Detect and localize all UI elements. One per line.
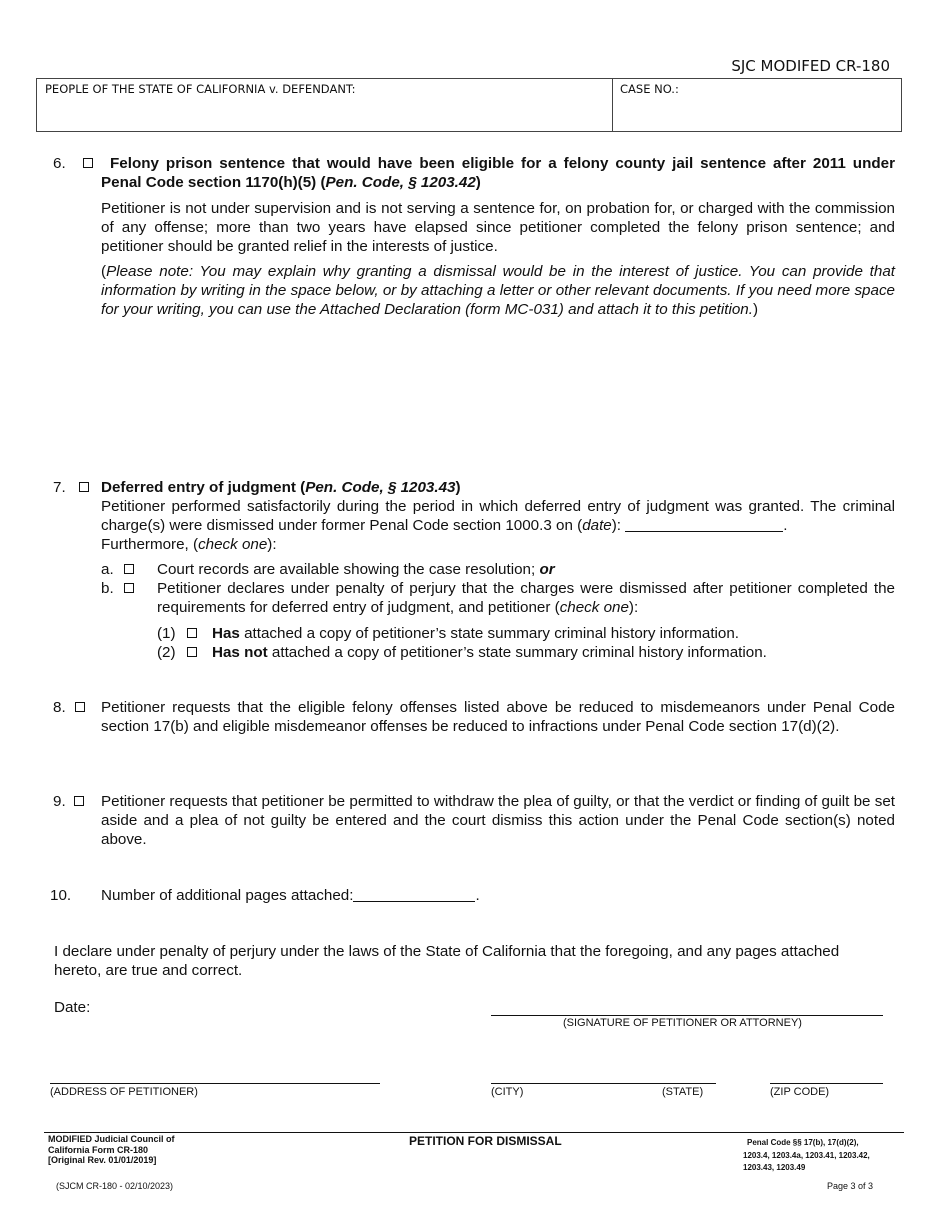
item-7-number: 7. <box>53 479 66 496</box>
item-9-number: 9. <box>53 793 66 810</box>
footer-form-code: (SJCM CR-180 - 02/10/2023) <box>56 1181 174 1191</box>
item-7b2-checkbox[interactable] <box>187 647 197 657</box>
item-7b1-label: (1) <box>157 625 176 642</box>
item-7a-label: a. <box>101 561 114 578</box>
item-6-writing-space[interactable] <box>101 345 895 470</box>
address-line[interactable] <box>50 1083 380 1084</box>
item-7-checkbox[interactable] <box>79 482 89 492</box>
dismissal-date-field[interactable] <box>625 517 783 532</box>
item-6-checkbox[interactable] <box>83 158 93 168</box>
item-7-body: Petitioner performed satisfactorily during the period in which deferred entry of judgment was granted. The criminal charge(s) were dismissed under former Penal Code section 1000.3 on (date): . <box>101 498 895 534</box>
item-7b1-checkbox[interactable] <box>187 628 197 638</box>
footer-rule <box>44 1132 904 1133</box>
item-7a-checkbox[interactable] <box>124 564 134 574</box>
zip-line[interactable] <box>770 1083 883 1084</box>
footer-penal-codes: Penal Code §§ 17(b), 17(d)(2), 1203.4, 1203.4a, 1203.41, 1203.42, 1203.43, 1203.49 <box>743 1138 870 1172</box>
item-7b2-text: Has not attached a copy of petitioner’s state summary criminal history information. <box>212 644 767 661</box>
zip-label: (ZIP CODE) <box>770 1086 830 1098</box>
state-label: (STATE) <box>662 1086 704 1098</box>
item-7-heading: Deferred entry of judgment (Pen. Code, § 1203.43) <box>101 479 461 496</box>
item-7a-text: Court records are available showing the case resolution; or <box>157 561 555 578</box>
item-10-number: 10. <box>50 887 72 904</box>
date-label: Date: <box>54 999 91 1016</box>
item-6-body: Petitioner is not under supervision and is not serving a sentence for, on probation for, or charged with the commission of any offense; more than two years have elapsed since petitioner completed the felony prison sentence; and petitioner should be granted relief in the interests of justice. <box>101 200 895 255</box>
item-7b-label: b. <box>101 580 114 597</box>
item-6-note: (Please note: You may explain why granting a dismissal would be in the interest of justice. You can provide that information by writing in the space below, or by attaching a letter or other relevant documents. If you need more space for your writing, you can use the Attached Declaration (form MC-031) and attach it to this petition.) <box>101 263 895 318</box>
item-6-number: 6. <box>53 155 66 172</box>
item-9-checkbox[interactable] <box>74 796 84 806</box>
item-8-text: Petitioner requests that the eligible felony offenses listed above be reduced to misdemeanors under Penal Code section 17(b) and eligible misdemeanor offenses be reduced to infractions under Penal Code section 17(d)(2). <box>101 699 895 735</box>
item-8-number: 8. <box>53 699 66 716</box>
item-8-checkbox[interactable] <box>75 702 85 712</box>
signature-line[interactable] <box>491 1015 883 1016</box>
address-label: (ADDRESS OF PETITIONER) <box>50 1086 198 1098</box>
footer-title: PETITION FOR DISMISSAL <box>409 1134 562 1148</box>
page-number: Page 3 of 3 <box>827 1181 874 1191</box>
city-state-line[interactable] <box>491 1083 716 1084</box>
item-7b-checkbox[interactable] <box>124 583 134 593</box>
case-caption-box <box>36 78 902 132</box>
item-6-heading: Felony prison sentence that would have been eligible for a felony county jail sentence after 2011 under Penal Code section 1170(h)(5) (Pen. Code, § 1203.42) <box>101 155 895 191</box>
form-id: SJC MODIFED CR-180 <box>731 57 890 75</box>
item-7-furthermore: Furthermore, (check one): <box>101 536 277 553</box>
declaration-text: I declare under penalty of perjury under the laws of the State of California that the foregoing, and any pages attached hereto, are true and correct. <box>54 943 840 979</box>
item-7b2-label: (2) <box>157 644 176 661</box>
case-number-label: CASE NO.: <box>620 82 679 96</box>
footer-form-source: MODIFIED Judicial Council of California Form CR-180 [Original Rev. 01/01/2019] <box>48 1134 175 1165</box>
item-7b1-text: Has attached a copy of petitioner’s state summary criminal history information. <box>212 625 740 642</box>
additional-pages-field[interactable] <box>353 887 475 902</box>
item-7b-text: Petitioner declares under penalty of perjury that the charges were dismissed after petitioner completed the requirements for deferred entry of judgment, and petitioner (check one): <box>157 580 895 616</box>
item-10-text: Number of additional pages attached: . <box>101 887 480 904</box>
city-label: (CITY) <box>491 1086 524 1098</box>
caption-left-cell[interactable] <box>37 79 613 131</box>
signature-label: (SIGNATURE OF PETITIONER OR ATTORNEY) <box>563 1017 802 1029</box>
caption-parties-label: PEOPLE OF THE STATE OF CALIFORNIA v. DEFENDANT: <box>45 82 356 96</box>
item-9-text: Petitioner requests that petitioner be permitted to withdraw the plea of guilty, or that the verdict or finding of guilt be set aside and a plea of not guilty be entered and the court dismiss this action under the Penal Code section(s) noted above. <box>101 793 895 848</box>
